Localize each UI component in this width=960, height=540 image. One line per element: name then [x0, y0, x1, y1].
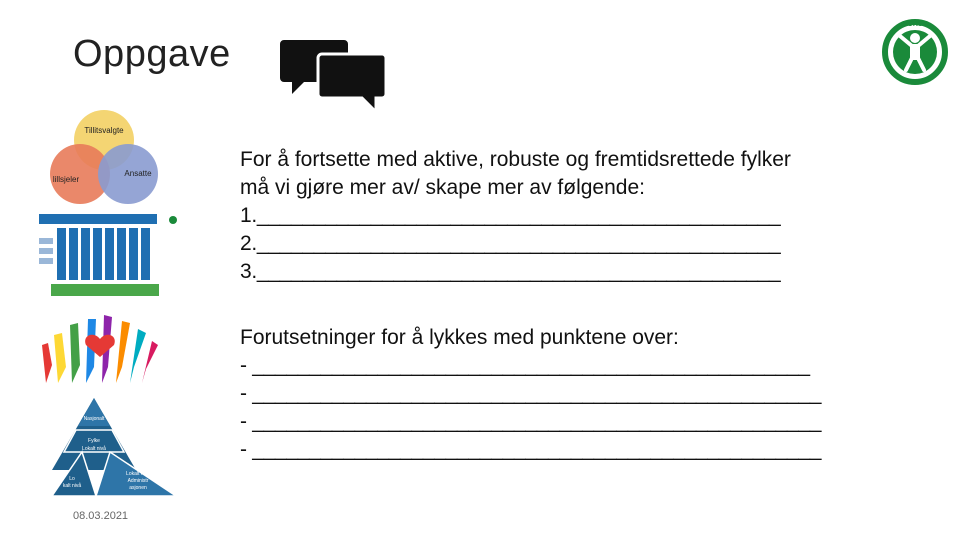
flowchart-thumbnail: [37, 212, 182, 302]
hands-heart-image: [36, 305, 164, 387]
slide-title: Oppgave: [73, 33, 231, 75]
pyramid-bottom-left-label: Lo: [69, 476, 75, 482]
task-item-1: 1.______________________________________________: [240, 204, 781, 227]
venn-diagram: [44, 102, 164, 212]
prerequisite-item-3: - __________________________________________________: [240, 410, 822, 433]
prerequisite-item-1: - _________________________________________________: [240, 354, 810, 377]
paragraph-tasks-line1: For å fortsette med aktive, robuste og fremtidsrettede fylker: [240, 148, 791, 171]
prerequisite-item-2: - __________________________________________________: [240, 382, 822, 405]
pyramid-middle-label: Fylke: [88, 438, 100, 444]
pyramid-diagram: [52, 396, 176, 498]
venn-left-label: lillsjeler: [52, 175, 80, 184]
venn-top-label: Tillitsvalgte: [84, 126, 124, 135]
pyramid-bottom-right-label-3: asjonen: [129, 485, 147, 491]
speech-bubbles-icon: [278, 38, 390, 116]
pyramid-bottom-left-label-2: kalt nivå: [62, 483, 82, 489]
norsk-fosterhjemsforening-logo: [882, 14, 948, 90]
prerequisite-item-4: - __________________________________________________: [240, 438, 822, 461]
task-item-2: 2.______________________________________________: [240, 232, 781, 255]
task-item-3: 3.______________________________________________: [240, 260, 781, 283]
paragraph-tasks: [240, 146, 791, 286]
venn-right-label: Ansatte: [124, 169, 152, 178]
slide-date: 08.03.2021: [73, 510, 129, 522]
prerequisites-heading: Forutsetninger for å lykkes med punktene over:: [240, 326, 679, 349]
pyramid-top-label: Nasjonalt: [83, 416, 105, 422]
pyramid-bottom-right-label: Lokalt nivå: [126, 471, 150, 477]
pyramid-middle-label-2: Lokalt nivå: [82, 446, 106, 452]
paragraph-tasks-line2: må vi gjøre mer av/ skape mer av følgende:: [240, 176, 645, 199]
paragraph-prerequisites: [240, 324, 821, 464]
svg-text:NORSK: NORSK: [902, 21, 928, 28]
pyramid-bottom-right-label-2: Administr: [127, 478, 149, 484]
